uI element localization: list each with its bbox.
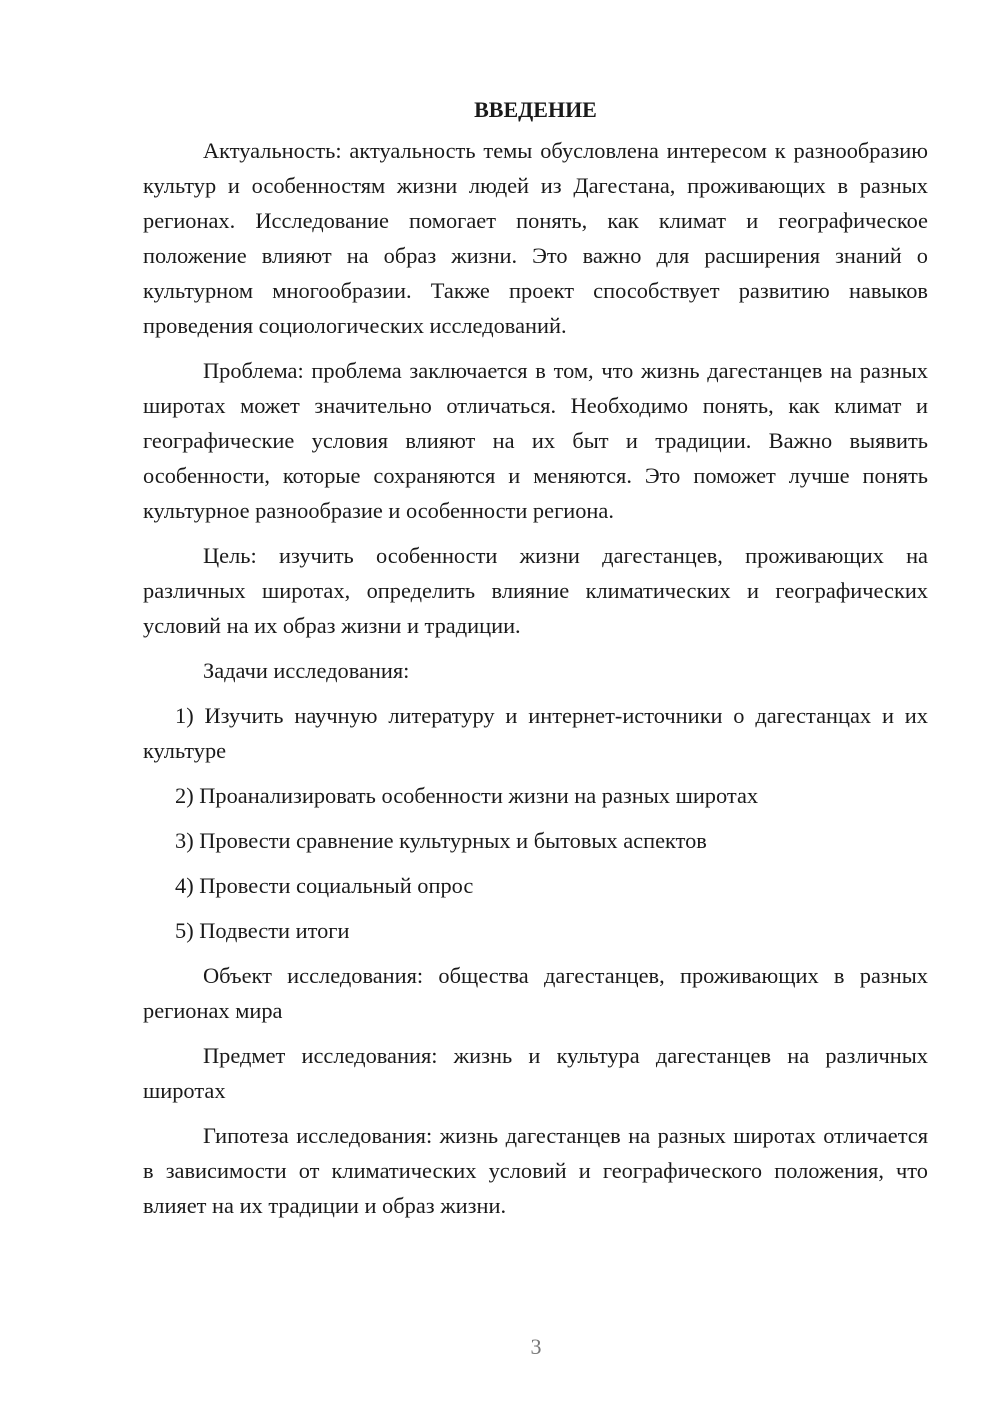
page-number: 3 xyxy=(530,1334,542,1359)
task-item: 4) Провести социальный опрос xyxy=(175,873,474,898)
hypothesis-paragraph: Гипотеза исследования: жизнь дагестанцев на разных широтах отличается в зависимости от климатических условий и географического положения, что влияет на их традиции и образ жизни. xyxy=(143,1123,928,1218)
task-item: 1) Изучить научную литературу и интернет-источники о дагестанцах и их культуре xyxy=(143,703,928,763)
document-page xyxy=(143,92,928,1233)
task-item: 2) Проанализировать особенности жизни на разных широтах xyxy=(175,783,759,808)
object-paragraph: Объект исследования: общества дагестанцев, проживающих в разных регионах мира xyxy=(143,963,928,1023)
page-title: ВВЕДЕНИЕ xyxy=(474,97,597,122)
subject-paragraph: Предмет исследования: жизнь и культура дагестанцев на различных широтах xyxy=(143,1043,928,1103)
relevance-paragraph: Актуальность: актуальность темы обусловлена интересом к разнообразию культур и особенностям жизни людей из Дагестана, проживающих в разных регионах. Исследование помогает понять, как климат и географическое положение влияют на образ жизни. Это важно для расширения знаний о культурном многообразии. Также проект способствует развитию навыков проведения социологических исследований. xyxy=(143,138,928,338)
tasks-heading: Задачи исследования: xyxy=(203,658,410,683)
goal-paragraph: Цель: изучить особенности жизни дагестанцев, проживающих на различных широтах, определить влияние климатических и географических условий на их образ жизни и традиции. xyxy=(143,543,928,638)
problem-paragraph: Проблема: проблема заключается в том, что жизнь дагестанцев на разных широтах может значительно отличаться. Необходимо понять, как климат и географические условия влияют на их быт и традиции. Важно выявить особенности, которые сохраняются и меняются. Это поможет лучше понять культурное разнообразие и особенности региона. xyxy=(143,358,928,523)
task-item: 3) Провести сравнение культурных и бытовых аспектов xyxy=(175,828,707,853)
task-item: 5) Подвести итоги xyxy=(175,918,350,943)
